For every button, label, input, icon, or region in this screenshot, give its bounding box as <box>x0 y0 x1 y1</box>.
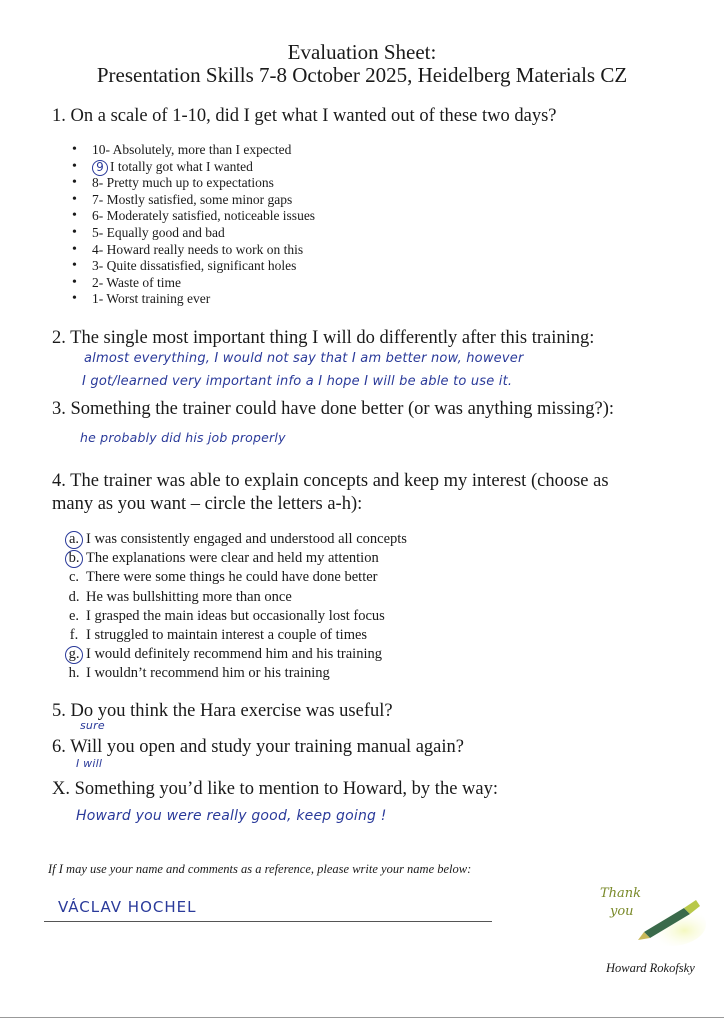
q4-circle-b: b. <box>65 550 83 568</box>
q1-option-8[interactable]: • 8- Pretty much up to expectations <box>72 175 315 192</box>
q1-option-6[interactable]: • 6- Moderately satisfied, noticeable issues <box>72 208 315 225</box>
logo-text-you: you <box>610 904 634 919</box>
q4-option-a[interactable]: a. I was consistently engaged and understood all concepts <box>66 530 407 549</box>
q1-option-10[interactable]: • 10- Absolutely, more than I expected <box>72 142 315 159</box>
question-2: 2. The single most important thing I will do differently after this training: <box>52 328 595 348</box>
q2-answer-line-1[interactable]: almost everything, I would not say that I am better now, however <box>84 351 524 366</box>
q3-answer[interactable]: he probably did his job properly <box>80 430 286 445</box>
question-5: 5. Do you think the Hara exercise was useful? <box>52 701 393 721</box>
q4-circle-a: a. <box>65 531 83 549</box>
q1-option-2[interactable]: • 2- Waste of time <box>72 275 315 292</box>
q4-circle-g: g. <box>65 646 83 664</box>
question-4-line-2: many as you want – circle the letters a-h): <box>52 494 363 514</box>
question-x: X. Something you’d like to mention to Howard, by the way: <box>52 779 498 799</box>
question-1: 1. On a scale of 1-10, did I get what I wanted out of these two days? <box>52 106 557 126</box>
q5-answer[interactable]: sure <box>80 719 105 732</box>
page-bottom-rule <box>0 1017 724 1018</box>
question-6: 6. Will you open and study your training manual again? <box>52 737 464 757</box>
reference-note: If I may use your name and comments as a reference, please write your name below: <box>48 862 472 876</box>
q4-option-b[interactable]: b. The explanations were clear and held my attention <box>66 549 407 568</box>
q4-option-c[interactable]: c. There were some things he could have done better <box>68 569 378 586</box>
q4-option-g[interactable]: g. I would definitely recommend him and his training <box>66 645 407 664</box>
q4-options <box>66 530 407 684</box>
signature-line <box>44 921 492 922</box>
q1-option-5[interactable]: • 5- Equally good and bad <box>72 225 315 242</box>
q6-answer[interactable]: I will <box>76 757 103 770</box>
q1-option-1[interactable]: • 1- Worst training ever <box>72 291 315 308</box>
q4-option-d[interactable]: d. He was bullshitting more than once <box>68 588 292 605</box>
author-name: Howard Rokofsky <box>606 961 695 975</box>
q1-option-4[interactable]: • 4- Howard really needs to work on this <box>72 242 315 259</box>
question-4-line-1: 4. The trainer was able to explain concepts and keep my interest (choose as <box>52 471 609 491</box>
q1-options <box>72 142 315 308</box>
q1-option-7[interactable]: • 7- Mostly satisfied, some minor gaps <box>72 192 315 209</box>
q1-option-9[interactable]: • 9 I totally got what I wanted <box>72 159 315 176</box>
q2-answer-line-2[interactable]: I got/learned very important info a I hope I will be able to use it. <box>82 374 513 389</box>
sheet-title: Evaluation Sheet: <box>287 40 437 64</box>
q1-option-9-circle: 9 <box>92 160 108 176</box>
q4-option-f[interactable]: f. I struggled to maintain interest a couple of times <box>69 626 368 643</box>
question-3: 3. Something the trainer could have done better (or was anything missing?): <box>52 399 615 419</box>
q1-option-3[interactable]: • 3- Quite dissatisfied, significant holes <box>72 258 315 275</box>
q4-option-h[interactable]: h. I wouldn’t recommend him or his training <box>68 665 330 682</box>
q4-option-e[interactable]: e. I grasped the main ideas but occasionally lost focus <box>68 607 385 624</box>
signature-name[interactable]: VÁCLAV HOCHEL <box>58 898 197 916</box>
sheet-subtitle: Presentation Skills 7-8 October 2025, Heidelberg Materials CZ <box>96 63 628 87</box>
qx-answer[interactable]: Howard you were really good, keep going ! <box>76 808 387 824</box>
logo-text-thank: Thank <box>600 886 642 901</box>
thank-you-logo <box>586 880 706 950</box>
